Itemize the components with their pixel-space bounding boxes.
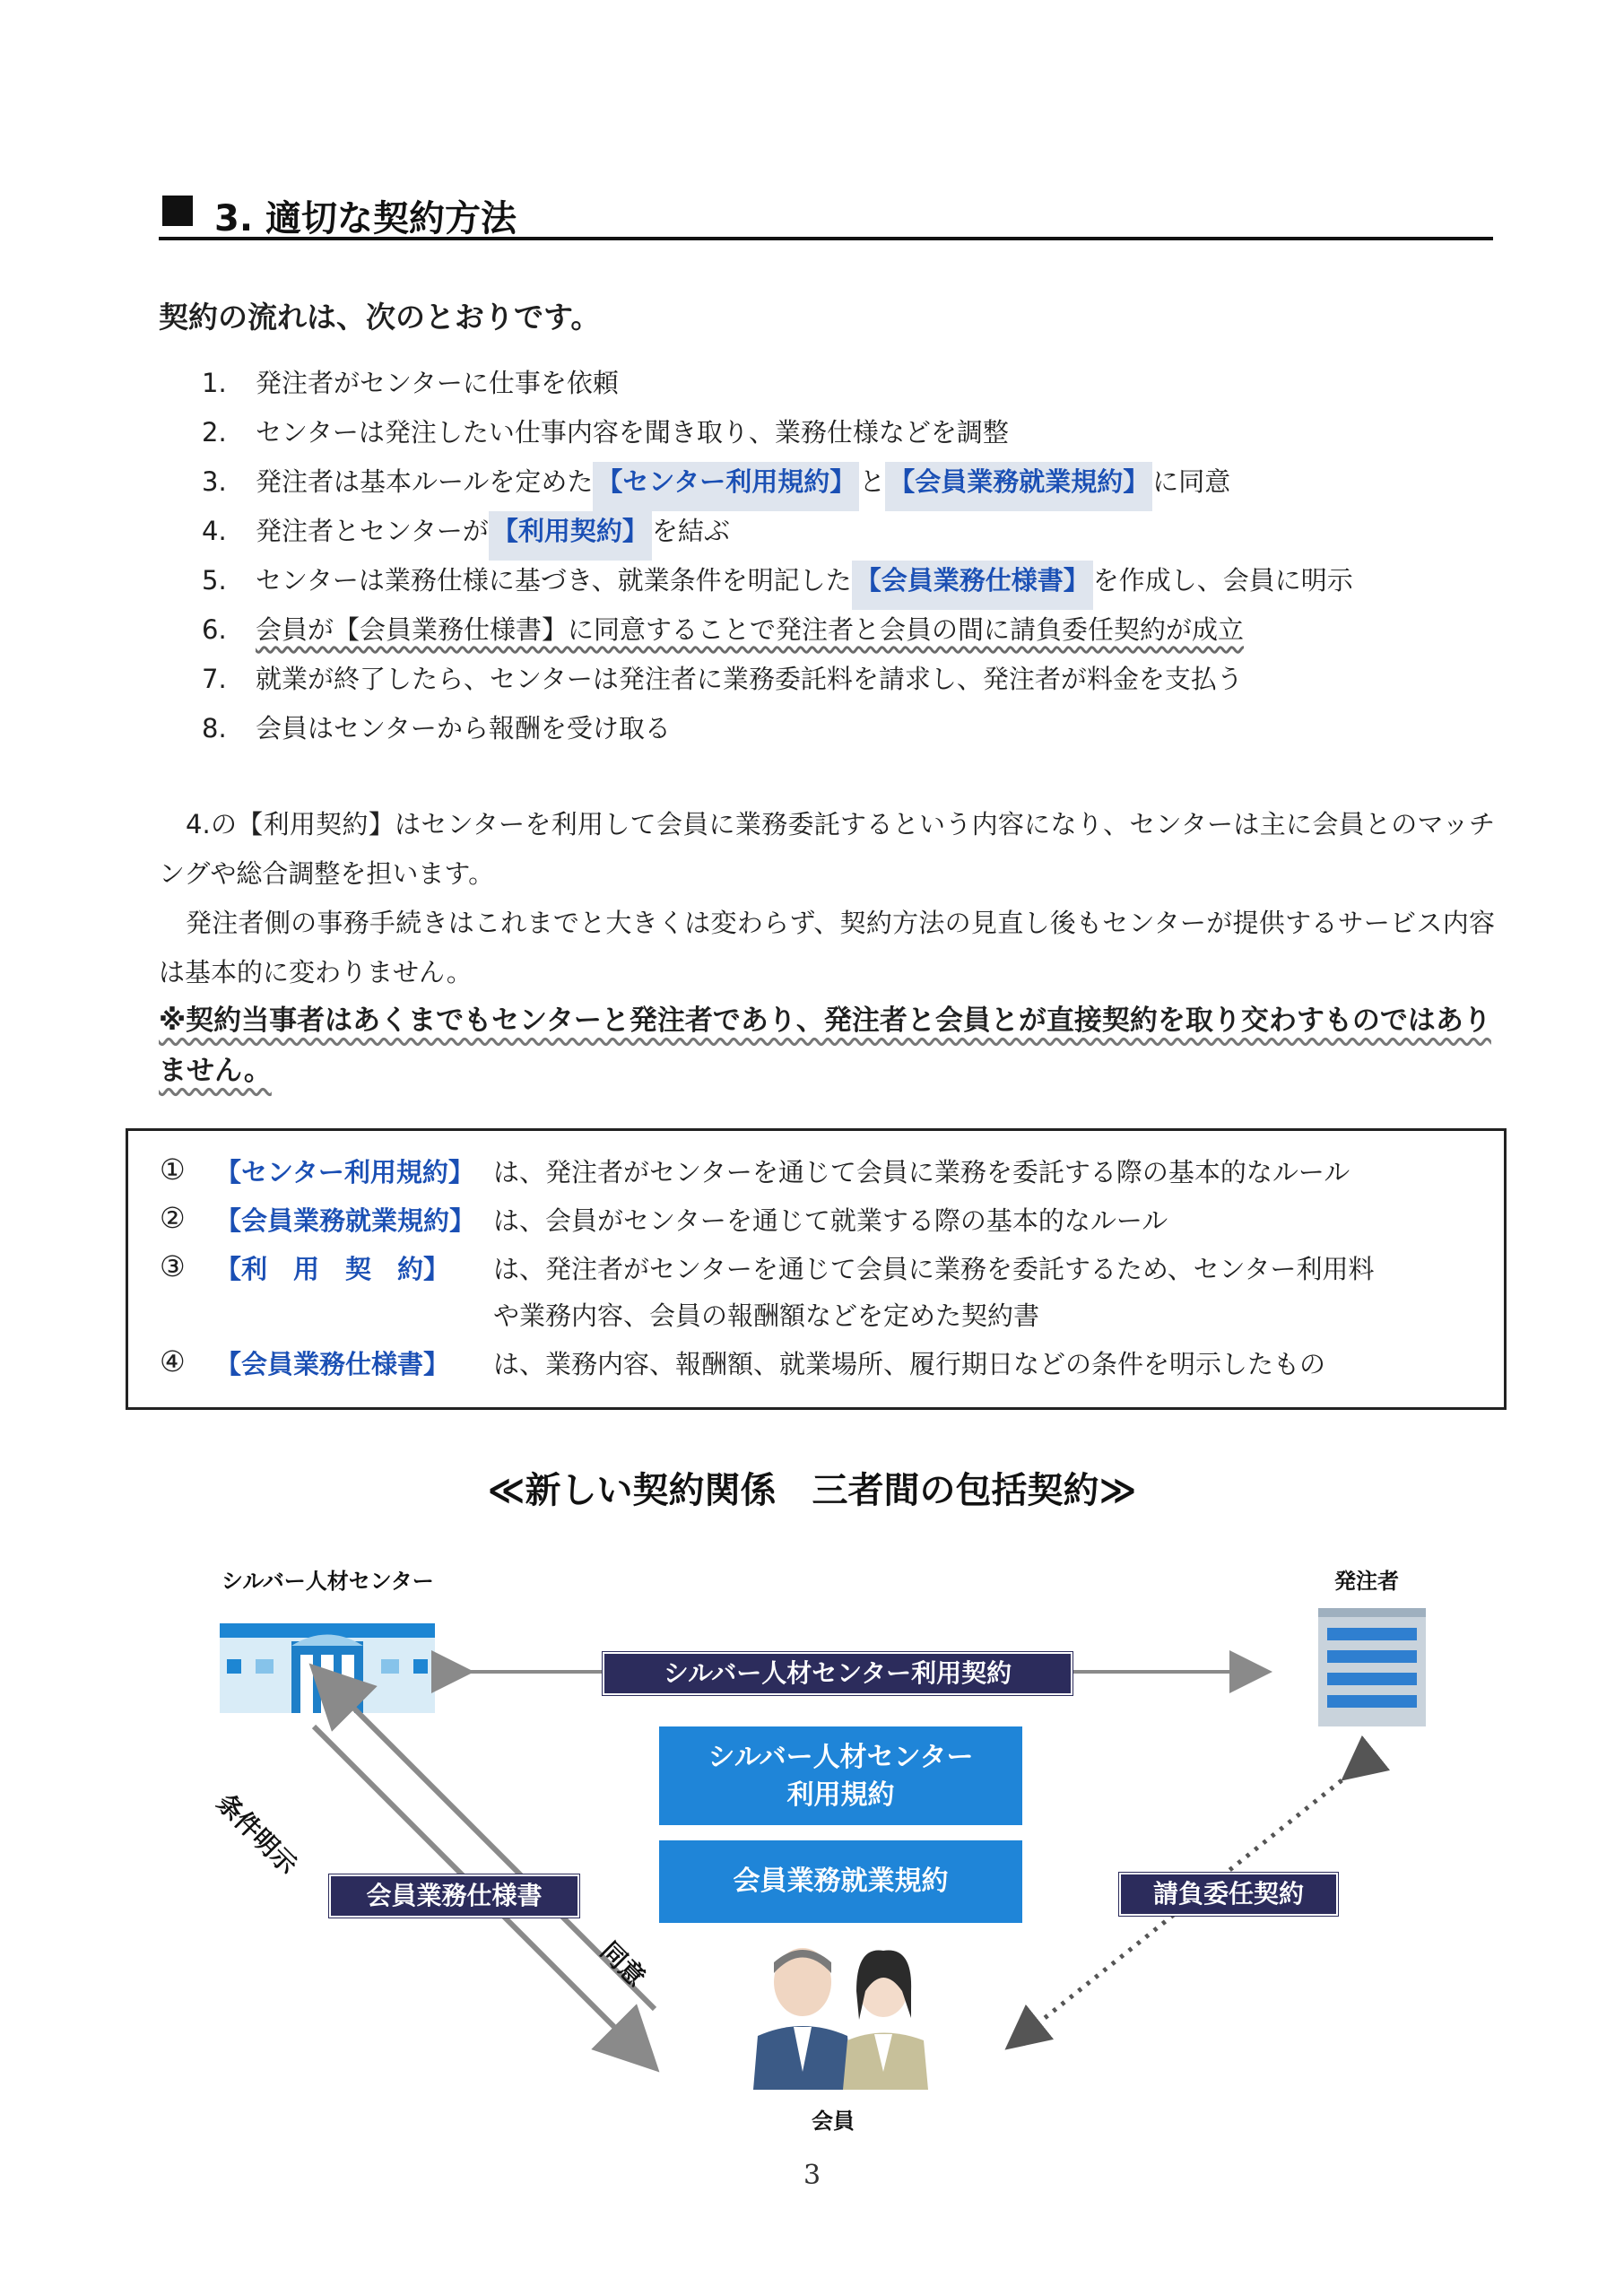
contract-steps-list (202, 363, 1502, 758)
work-rules-box: 会員業務就業規約 (659, 1840, 1022, 1923)
list-item: 5. センターは業務仕様に基づき、就業条件を明記した 【会員業務仕様書】 を作成し、会員に明示 (202, 561, 1502, 610)
list-item: 7. 就業が終了したら、センターは発注者に業務委託料を請求し、発注者が料金を支払う (202, 664, 1243, 694)
spec-sheet-label: 会員業務仕様書 (329, 1874, 579, 1918)
list-item: 6. 会員が【会員業務仕様書】に同意することで発注者と会員の間に請負委任契約が成立 (202, 614, 1245, 645)
definition-row: ④ 【会員業務仕様書】 は、業務内容、報酬額、就業場所、履行期日などの条件を明示したもの (160, 1344, 1326, 1379)
list-item: 4. 発注者とセンターが 【利用契約】 を結ぶ (202, 511, 1502, 561)
usage-contract-label: シルバー人材センター利用契約 (603, 1652, 1073, 1695)
center-label: シルバー人材センター (221, 1569, 434, 1594)
definition-row: ① 【センター利用規約】 は、発注者がセンターを通じて会員に業務を委託する際の基本的なルール (160, 1152, 1350, 1187)
members-people-icon (744, 1937, 937, 2090)
section-heading (159, 190, 1493, 240)
list-item: 1. 発注者がセンターに仕事を依頼 (202, 368, 619, 398)
definition-row-continued: や業務内容、会員の報酬額などを定めた契約書 (493, 1300, 1040, 1331)
agree-label: 同意 (595, 1935, 652, 1993)
center-rules-box: シルバー人材センター 利用規約 (659, 1726, 1022, 1825)
list-item: 3. 発注者は基本ルールを定めた 【センター利用規約】 と 【会員業務就業規約】 に同意 (202, 462, 1502, 511)
square-bullet-icon (162, 196, 193, 226)
section-title: 3. 適切な契約方法 (214, 198, 517, 239)
paragraph: 4.の【利用契約】はセンターを利用して会員に業務委託するという内容になり、センターは主に会員とのマッチングや総合調整を担います。 (159, 809, 1495, 889)
term-work-rules: 【会員業務就業規約】 (885, 462, 1152, 511)
definitions-box (126, 1128, 1507, 1410)
intro-text: 契約の流れは、次のとおりです。 (159, 300, 601, 335)
client-label: 発注者 (1334, 1569, 1399, 1594)
paragraph: 発注者側の事務手続きはこれまでと大きくは変わらず、契約方法の見直し後もセンターが提供するサービス内容は基本的に変わりません。 (159, 908, 1495, 987)
member-label: 会員 (812, 2109, 855, 2134)
list-item: 8. 会員はセンターから報酬を受け取る (202, 713, 671, 744)
definition-row: ② 【会員業務就業規約】 は、会員がセンターを通じて就業する際の基本的なルール (160, 1201, 1168, 1236)
term-usage-contract: 【利用契約】 (489, 511, 652, 561)
condition-label: 条件明示 (211, 1787, 303, 1881)
definition-row: ③ 【利 用 契 約】 は、発注者がセンターを通じて会員に業務を委託するため、センター利用料 (160, 1249, 1375, 1284)
important-note: ※契約当事者はあくまでもセンターと発注者であり、発注者と会員とが直接契約を取り交わすものではありません。 (159, 1004, 1491, 1087)
term-center-rules: 【センター利用規約】 (593, 462, 859, 511)
term-spec-sheet: 【会員業務仕様書】 (852, 561, 1093, 610)
diagram-title: ≪新しい契約関係 三者間の包括契約≫ (487, 1470, 1137, 1511)
contract-type-label: 請負委任契約 (1119, 1873, 1338, 1916)
explanation-paragraphs (159, 800, 1495, 997)
page-number: 3 (803, 2160, 821, 2191)
list-item: 2. センターは発注したい仕事内容を聞き取り、業務仕様などを調整 (202, 417, 1009, 448)
